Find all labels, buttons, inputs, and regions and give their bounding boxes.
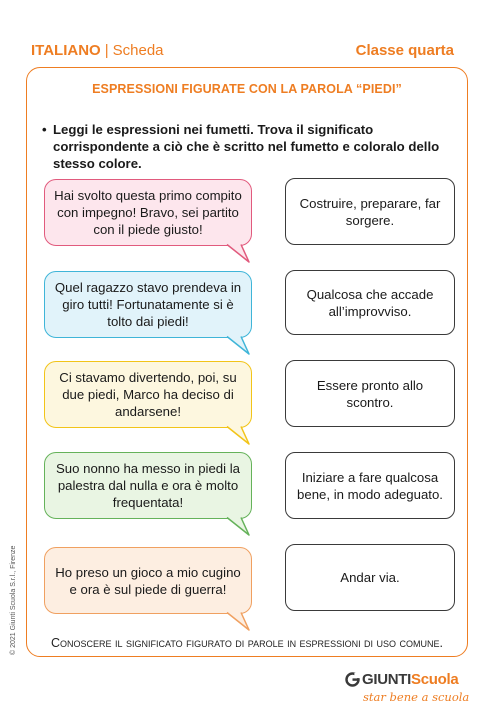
bubble-tail <box>225 244 255 264</box>
bubble-tail <box>225 336 255 356</box>
definition-box-2[interactable] <box>285 270 455 335</box>
bubble-text: Ho preso un gioco a mio cugino e ora è sul piede di guerra! <box>55 564 241 597</box>
worksheet-title: ESPRESSIONI FIGURATE CON LA PAROLA “PIEDI” <box>92 82 402 96</box>
bubble-text: Quel ragazzo stavo prendeva in giro tutti! Fortunatamente si è tolto dai piedi! <box>54 280 242 329</box>
definition-text: Andar via. <box>340 570 400 585</box>
doc-type-label: Scheda <box>112 42 164 59</box>
definition-text: Essere pronto allo scontro. <box>316 377 424 410</box>
definition-box-1[interactable] <box>285 178 455 245</box>
bubble-text: Hai svolto questa primo compito con impegno! Bravo, sei partito con il piede giusto! <box>54 188 242 237</box>
bubble-text: Ci stavamo divertendo, poi, su due piedi, Marco ha deciso di andarsene! <box>59 370 237 419</box>
brand-name <box>362 671 458 688</box>
publisher-logo <box>345 669 475 709</box>
speech-bubble-3[interactable] <box>44 361 252 428</box>
brand-giunti: GIUNTI <box>362 671 412 688</box>
bubble-text: Suo nonno ha messo in piedi la palestra dal nulla e ora è molto frequentata! <box>55 461 241 510</box>
grade-label: Classe quarta <box>355 42 454 59</box>
definition-text: Iniziare a fare qualcosa bene, in modo adeguato. <box>297 469 443 502</box>
instruction-text: Leggi le espressioni nei fumetti. Trova il significato corrispondente a ciò che è scritto nel fumetto e coloralo dello stesso colore. <box>53 122 440 171</box>
definition-text: Qualcosa che accade all’improvviso. <box>306 286 434 319</box>
copyright-notice: © 2021 Giunti Scuola S.r.l., Firenze <box>10 545 17 655</box>
speech-bubble-1[interactable] <box>44 179 252 246</box>
definition-box-5[interactable] <box>285 544 455 611</box>
subject-label: ITALIANO <box>31 42 101 59</box>
speech-bubble-5[interactable] <box>44 547 252 614</box>
bubble-tail <box>225 612 255 632</box>
instruction <box>42 121 442 172</box>
bubble-tail <box>225 517 255 537</box>
definition-text: Costruire, preparare, far sorgere. <box>299 195 441 228</box>
speech-bubble-2[interactable] <box>44 271 252 338</box>
learning-objective: Conoscere il significato figurato di parole in espressioni di uso comune. <box>51 636 443 650</box>
bullet: • <box>42 122 47 137</box>
definition-box-3[interactable] <box>285 360 455 427</box>
brand-scuola: Scuola <box>411 671 459 688</box>
brand-tagline: star bene a scuola <box>363 690 470 704</box>
definition-box-4[interactable] <box>285 452 455 519</box>
bubble-tail <box>225 426 255 446</box>
header-separator: | <box>104 42 109 59</box>
speech-bubble-4[interactable] <box>44 452 252 519</box>
header-subject <box>31 42 164 59</box>
giunti-logo-icon <box>345 672 360 687</box>
